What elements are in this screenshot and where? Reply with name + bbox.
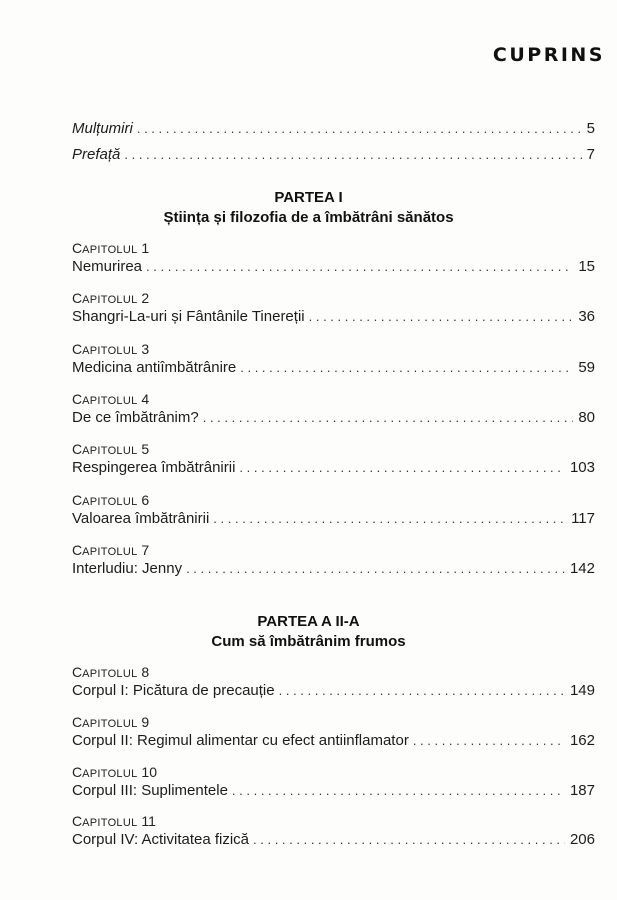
- toc-entry-title: Interludiu: Jenny: [72, 560, 183, 577]
- toc-entry-title: Corpul II: Regimul alimentar cu efect antiinflamator: [72, 732, 409, 749]
- toc-entry-title: Shangri-La-uri și Fântânile Tinereții: [72, 308, 305, 325]
- toc-entry-chapter-2[interactable]: [72, 308, 595, 326]
- toc-entry-chapter-10[interactable]: [72, 782, 595, 800]
- toc-entry-title: Medicina antiîmbătrânire: [72, 359, 237, 376]
- chapter-label: CAPITOLUL 4: [72, 391, 150, 407]
- toc-entry-page: 59: [578, 359, 595, 376]
- toc-entry-title: Corpul IV: Activitatea fizică: [72, 831, 250, 848]
- toc-entry-page: 5: [586, 120, 595, 137]
- part-1-title: PARTEA I: [274, 189, 343, 206]
- toc-entry-page: 187: [569, 782, 595, 799]
- toc-entry-page: 142: [569, 560, 595, 577]
- toc-entry-page: 162: [569, 732, 595, 749]
- chapter-label: CAPITOLUL 1: [72, 240, 150, 256]
- toc-entry-page: 149: [569, 682, 595, 699]
- toc-entry-title: Nemurirea: [72, 258, 143, 275]
- chapter-label: CAPITOLUL 7: [72, 542, 150, 558]
- dot-leader: [186, 560, 565, 578]
- chapter-label: CAPITOLUL 10: [72, 764, 157, 780]
- toc-entry-chapter-11[interactable]: [72, 831, 595, 849]
- page-title: CUPRINS: [492, 44, 605, 66]
- dot-leader: [203, 409, 574, 427]
- dot-leader: [146, 258, 573, 276]
- toc-entry-chapter-5[interactable]: [72, 459, 595, 477]
- toc-entry-page: 206: [569, 831, 595, 848]
- dot-leader: [413, 732, 565, 750]
- toc-entry-chapter-4[interactable]: [72, 409, 595, 427]
- toc-entry-page: 117: [571, 510, 595, 527]
- dot-leader: [137, 120, 582, 138]
- chapter-label: CAPITOLUL 5: [72, 441, 150, 457]
- chapter-label: CAPITOLUL 8: [72, 664, 150, 680]
- chapter-label: CAPITOLUL 3: [72, 341, 150, 357]
- toc-entry-page: 7: [586, 146, 595, 163]
- dot-leader: [213, 510, 566, 528]
- toc-entry-chapter-8[interactable]: [72, 682, 595, 700]
- dot-leader: [309, 308, 574, 326]
- toc-entry-page: 15: [578, 258, 595, 275]
- toc-entry-chapter-1[interactable]: [72, 258, 595, 276]
- dot-leader: [232, 782, 565, 800]
- chapter-label: CAPITOLUL 6: [72, 492, 150, 508]
- toc-entry-chapter-7[interactable]: [72, 560, 595, 578]
- part-2-subtitle: Cum să îmbătrânim frumos: [211, 633, 406, 650]
- toc-entry-page: 36: [578, 308, 595, 325]
- part-2-title: PARTEA A II-A: [257, 613, 360, 630]
- toc-entry-chapter-3[interactable]: [72, 359, 595, 377]
- toc-entry-page: 103: [569, 459, 595, 476]
- toc-entry-title: Corpul III: Suplimentele: [72, 782, 228, 799]
- toc-entry-title: Respingerea îmbătrânirii: [72, 459, 236, 476]
- dot-leader: [279, 682, 565, 700]
- chapter-label: CAPITOLUL 2: [72, 290, 150, 306]
- toc-entry-multumiri[interactable]: [72, 120, 595, 138]
- chapter-label: CAPITOLUL 11: [72, 813, 156, 829]
- toc-entry-prefata[interactable]: [72, 146, 595, 164]
- toc-entry-title: Valoarea îmbătrânirii: [72, 510, 210, 527]
- dot-leader: [240, 359, 573, 377]
- toc-entry-title: Mulțumiri: [72, 120, 133, 137]
- toc-entry-title: Prefață: [72, 146, 121, 163]
- toc-entry-page: 80: [578, 409, 595, 426]
- toc-entry-chapter-9[interactable]: [72, 732, 595, 750]
- dot-leader: [239, 459, 565, 477]
- dot-leader: [253, 831, 565, 849]
- dot-leader: [124, 146, 581, 164]
- toc-entry-chapter-6[interactable]: [72, 510, 595, 528]
- toc-entry-title: De ce îmbătrânim?: [72, 409, 199, 426]
- chapter-label: CAPITOLUL 9: [72, 714, 150, 730]
- part-1-subtitle: Știința și filozofia de a îmbătrâni sănătos: [163, 209, 454, 226]
- toc-entry-title: Corpul I: Picătura de precauție: [72, 682, 275, 699]
